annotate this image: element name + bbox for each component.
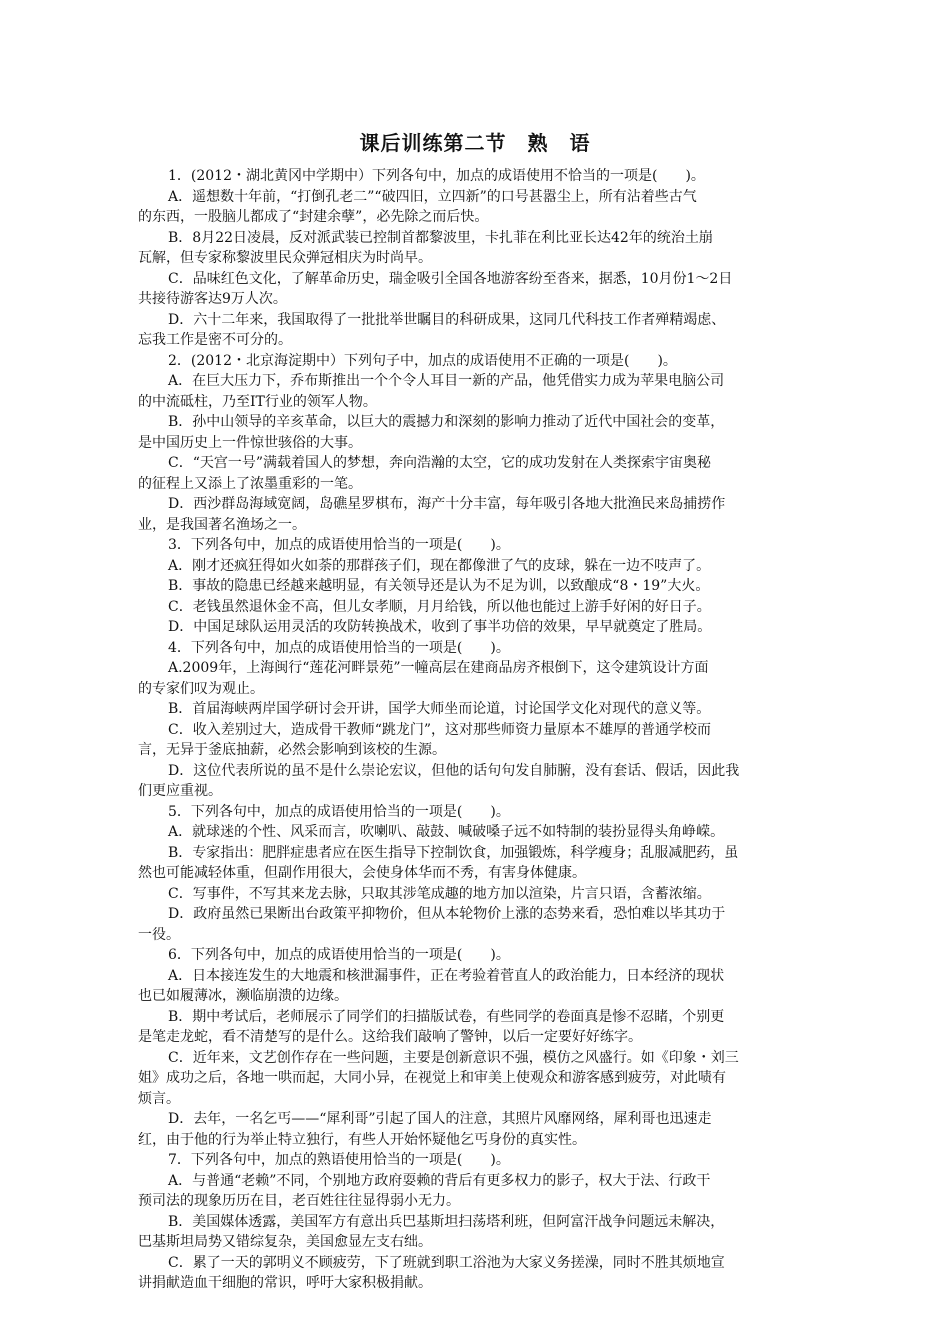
text-line: A．与普通“老赖”不同，个别地方政府耍赖的背后有更多权力的影子，权大于法、行政干: [168, 1172, 711, 1189]
text-line: A．日本接连发生的大地震和核泄漏事件，正在考验着菅直人的政治能力，日本经济的现状: [168, 967, 725, 984]
text-line: 2．(2012・北京海淀期中）下列句子中，加点的成语使用不正确的一项是( )。: [168, 352, 677, 369]
text-line: 言，无异于釜底抽薪，必然会影响到该校的生源。: [138, 742, 446, 758]
text-line: C．收入差别过大，造成骨干教师“跳龙门”，这对那些师资力量原本不雄厚的普通学校而: [168, 721, 712, 738]
text-line: B．美国媒体透露，美国军方有意出兵巴基斯坦扫荡塔利班，但阿富汗战争问题远未解决，: [168, 1213, 725, 1230]
text-line: C．写事件，不写其来龙去脉，只取其涉笔成趣的地方加以渲染，片言只语，含蓄浓缩。: [168, 885, 711, 902]
text-line: 讲捐献造血干细胞的常识，呼吁大家积极捐献。: [138, 1275, 432, 1291]
text-line: 一役。: [138, 926, 180, 943]
text-line: 烦言。: [138, 1090, 180, 1107]
text-line: 业，是我国著名渔场之一。: [138, 516, 306, 533]
text-line: 3．下列各句中，加点的成语使用恰当的一项是( )。: [168, 537, 510, 553]
text-line: 7．下列各句中，加点的熟语使用恰当的一项是( )。: [168, 1152, 510, 1168]
text-line: 姐》成功之后，各地一哄而起，大同小异，在视觉上和审美上使观众和游客感到疲劳，对此啧有: [138, 1070, 726, 1086]
text-line: D．政府虽然已果断出台政策平抑物价，但从本轮物价上涨的态势来看，恐怕难以毕其功于: [168, 906, 726, 922]
text-line: 然也可能减轻体重，但副作用很大，会使身体华而不秀，有害身体健康。: [138, 865, 586, 881]
text-line: D．这位代表所说的虽不是什么崇论宏议，但他的话句句发自肺腑，没有套话、假话，因此我: [168, 762, 740, 779]
text-line: B．8月22日凌晨，反对派武装已控制首都黎波里，卡扎菲在利比亚长达42年的统治土崩: [168, 229, 713, 246]
text-line: C．品味红色文化，了解革命历史，瑞金吸引全国各地游客纷至沓来，据悉，10月份1～2日: [168, 270, 733, 287]
text-line: 共接待游客达9万人次。: [138, 291, 287, 307]
text-line: 们更应重视。: [138, 783, 222, 799]
question-body: [138, 166, 814, 1294]
text-line: 6．下列各句中，加点的成语使用恰当的一项是( )。: [168, 947, 510, 963]
text-line: 预司法的现象历历在目，老百姓往往显得弱小无力。: [138, 1193, 460, 1209]
text-line: C．老钱虽然退休金不高，但儿女孝顺，月月给钱，所以他也能过上游手好闲的好日子。: [168, 598, 711, 615]
page-title: 课后训练第二节 熟 语: [359, 131, 591, 155]
text-line: B．专家指出：肥胖症患者应在医生指导下控制饮食，加强锻炼，科学瘦身；乱服减肥药，虽: [168, 844, 739, 861]
text-line: 的专家们叹为观止。: [138, 680, 264, 697]
text-line: C．近年来，文艺创作存在一些问题，主要是创新意识不强，模仿之风盛行。如《印象・刘三: [168, 1049, 739, 1066]
text-line: 的征程上又添上了浓墨重彩的一笔。: [138, 475, 362, 492]
text-line: B．事故的隐患已经越来越明显，有关领导还是认为不足为训，以致酿成“8・19”大火。: [168, 578, 710, 594]
text-line: 的东西，一股脑儿都成了“封建余孽”，必先除之而后快。: [138, 209, 489, 225]
text-line: 1．(2012・湖北黄冈中学期中）下列各句中，加点的成语使用不恰当的一项是( )。: [168, 168, 705, 184]
text-line: 红，由于他的行为举止特立独行，有些人开始怀疑他乞丐身份的真实性。: [138, 1131, 586, 1148]
text-line: D．西沙群岛海域宽阔，岛礁星罗棋布，海产十分丰富，每年吸引各地大批渔民来岛捕捞作: [168, 496, 726, 512]
text-line: D．中国足球队运用灵活的攻防转换战术，收到了事半功倍的效果，早早就奠定了胜局。: [168, 619, 712, 635]
text-line: B．期中考试后，老师展示了同学们的扫描版试卷，有些同学的卷面真是惨不忍睹，个别更: [168, 1008, 725, 1025]
text-line: B．首届海峡两岸国学研讨会开讲，国学大师坐而论道，讨论国学文化对现代的意义等。: [168, 701, 711, 717]
text-line: D．六十二年来，我国取得了一批批举世瞩目的科研成果，这同几代科技工作者殚精竭虑、: [168, 311, 726, 328]
text-line: 是中国历史上一件惊世骇俗的大事。: [138, 434, 362, 451]
text-line: 巴基斯坦局势又错综复杂，美国愈显左支右绌。: [138, 1234, 432, 1250]
text-line: D．去年，一名乞丐——“犀利哥”引起了国人的注意，其照片风靡网络，犀利哥也迅速走: [168, 1111, 712, 1127]
text-line: B．孙中山领导的辛亥革命，以巨大的震撼力和深刻的影响力推动了近代中国社会的变革，: [168, 414, 725, 430]
text-line: A．在巨大压力下，乔布斯推出一个个令人耳目一新的产品，他凭借实力成为苹果电脑公司: [168, 373, 725, 389]
text-line: C．累了一天的郭明义不顾疲劳，下了班就到职工浴池为大家义务搓澡，同时不胜其烦地宣: [168, 1254, 725, 1271]
text-line: A.2009年，上海闽行“莲花河畔景苑”一幢高层在建商品房齐根倒下，这令建筑设计方面: [168, 660, 709, 676]
text-line: 忘我工作是密不可分的。: [138, 332, 292, 348]
text-line: 是笔走龙蛇，看不清楚写的是什么。这给我们敲响了警钟，以后一定要好好练字。: [138, 1029, 642, 1045]
text-line: A．就球迷的个性、风采而言，吹喇叭、敲鼓、喊破嗓子远不如特制的装扮显得头角峥嵘。: [168, 824, 725, 840]
text-line: C．“天宫一号”满载着国人的梦想，奔向浩瀚的太空，它的成功发射在人类探索宇宙奥秘: [168, 455, 712, 471]
text-line: 的中流砥柱，乃至IT行业的领军人物。: [138, 393, 377, 410]
text-line: 瓦解，但专家称黎波里民众弹冠相庆为时尚早。: [138, 250, 432, 266]
text-line: A．遥想数十年前，“打倒孔老二”“破四旧，立四新”的口号甚嚣尘上，所有沾着些古气: [168, 188, 697, 205]
text-line: A．刚才还疯狂得如火如荼的那群孩子们，现在都像泄了气的皮球，躲在一边不吱声了。: [168, 557, 711, 574]
text-line: 4．下列各句中，加点的成语使用恰当的一项是( )。: [168, 639, 510, 656]
text-line: 5．下列各句中，加点的成语使用恰当的一项是( )。: [168, 803, 510, 820]
text-line: 也已如履薄冰，濒临崩溃的边缘。: [138, 988, 348, 1004]
